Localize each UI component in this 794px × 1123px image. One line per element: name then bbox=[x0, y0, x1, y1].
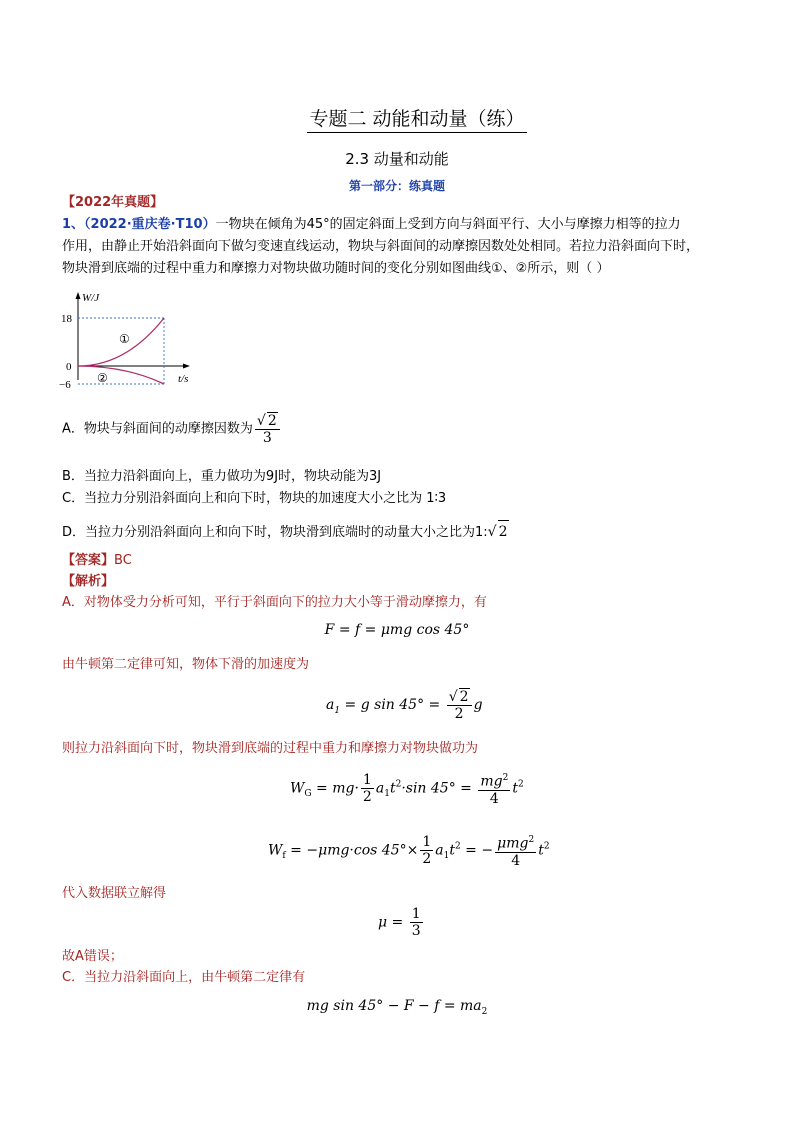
equation-5: μ = $\frac{1}{3}$ bbox=[378, 906, 421, 939]
curve-2-label: ② bbox=[97, 371, 108, 385]
option-b: B．当拉力沿斜面向上，重力做功为9J时，物块动能为3J bbox=[62, 469, 382, 484]
answer-tag: 【答案】 bbox=[62, 553, 115, 568]
question-line-3: 物块滑到底端的过程中重力和摩擦力对物块做功随时间的变化分别如图曲线①、②所示，则（ ） bbox=[62, 261, 610, 276]
work-time-graph bbox=[56, 290, 206, 390]
question-line-2: 作用，由静止开始沿斜面向下做匀变速直线运动，物块与斜面间的动摩擦因数处处相同。若拉力沿斜面向下时， bbox=[62, 239, 700, 254]
option-a: A．物块与斜面间的动摩擦因数为 $\frac{√ 2}{3}$ bbox=[62, 412, 282, 446]
question-source: （2022·重庆卷·T10） bbox=[84, 217, 216, 232]
answer-line bbox=[62, 550, 132, 572]
curve-1-label: ① bbox=[119, 332, 130, 346]
equation-2: $a_1 = g$ sin 45° = $\frac{√ 2}{2}$ g bbox=[326, 689, 483, 722]
equation-3: $W_G = mg\cdot$ $\frac{1}{2}$ $a_1t^2\cdot\sin$ 45° = $\frac{mg^2}{4}$ $t^2$ bbox=[290, 771, 524, 807]
analysis-p3: 则拉力沿斜面向下时，物块滑到底端的过程中重力和摩擦力对物块做功为 bbox=[62, 741, 479, 756]
x-axis-label: t/s bbox=[178, 373, 189, 385]
equation-6: mg $\sin 45^\circ - F - f = ma_2$ bbox=[306, 998, 488, 1017]
equation-4: $W_f = -\mu mg\cdot\cos$ 45°× $\frac{1}{2}$ $a_1t^2$ = − $\frac{\mu mg^2}{4}$ $t^2$ bbox=[268, 833, 550, 869]
option-c: C．当拉力分别沿斜面向上和向下时，物块的加速度大小之比为 1∶3 bbox=[62, 491, 447, 506]
question-line-1: 1、（2022·重庆卷·T10）一物块在倾角为45°的固定斜面上受到方向与斜面平行、大小与摩擦力相等的拉力 bbox=[62, 217, 681, 232]
question-block bbox=[62, 214, 762, 280]
section-tag: 【2022年真题】 bbox=[62, 195, 164, 210]
page-subtitle: 2.3 动量和动能 bbox=[345, 150, 449, 168]
tick-neg6: −6 bbox=[59, 379, 71, 390]
tick-18: 18 bbox=[61, 313, 72, 325]
equation-1: F = f = μmg cos 45° bbox=[324, 622, 470, 638]
curve-2 bbox=[78, 366, 164, 384]
answer-value: BC bbox=[114, 553, 132, 568]
analysis-p6: C．当拉力沿斜面向上，由牛顿第二定律有 bbox=[62, 970, 306, 985]
y-axis-arrow bbox=[76, 292, 81, 299]
tick-0: 0 bbox=[66, 361, 72, 373]
x-axis-arrow bbox=[183, 364, 190, 369]
option-d: D．当拉力分别沿斜面向上和向下时，物块滑到底端时的动量大小之比为1:√ 2 bbox=[62, 520, 509, 544]
analysis-p5: 故A错误； bbox=[62, 949, 123, 964]
y-axis-label: W/J bbox=[82, 292, 100, 304]
analysis-p2: 由牛顿第二定律可知，物体下滑的加速度为 bbox=[62, 657, 310, 672]
page-title: 专题二 动能和动量（练） bbox=[0, 104, 794, 131]
analysis-tag: 【解析】 bbox=[62, 574, 115, 589]
part-heading: 第一部分：练真题 bbox=[348, 179, 445, 193]
question-number: 1、 bbox=[62, 217, 85, 232]
analysis-p4: 代入数据联立解得 bbox=[62, 886, 167, 901]
analysis-p1: A．对物体受力分析可知，平行于斜面向下的拉力大小等于滑动摩擦力，有 bbox=[62, 595, 487, 610]
